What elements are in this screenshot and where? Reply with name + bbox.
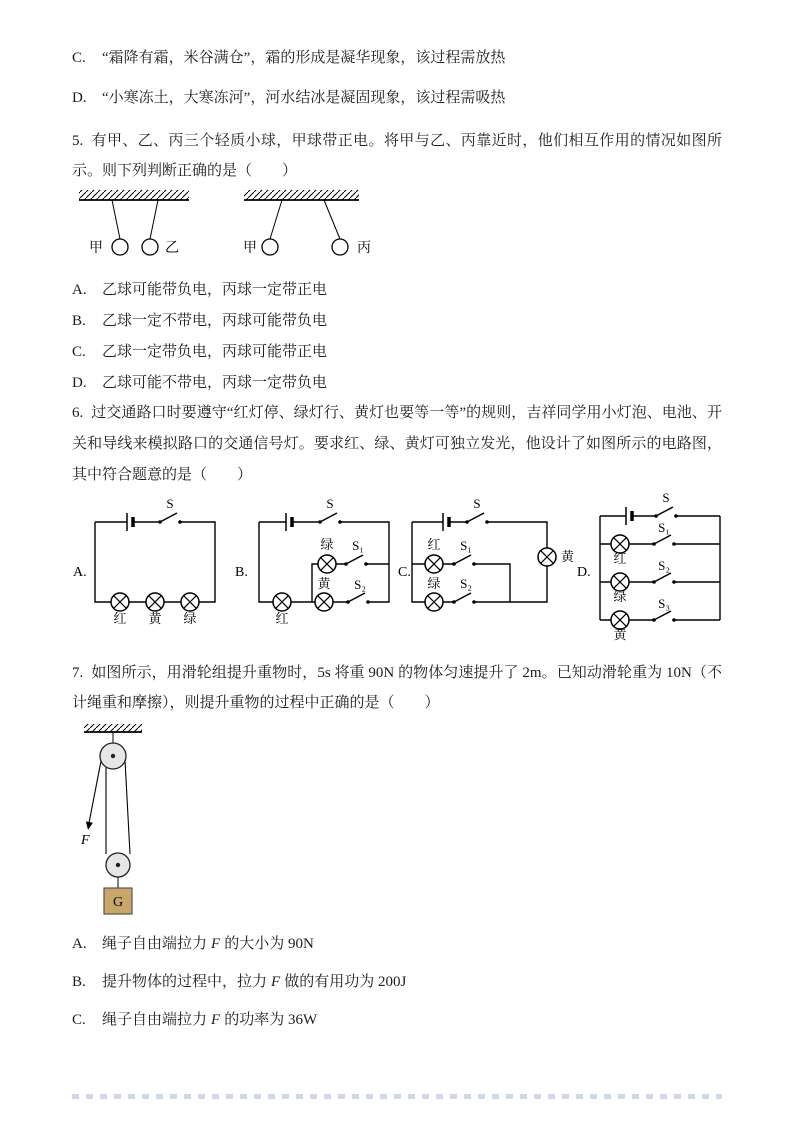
switch-icon bbox=[318, 513, 342, 524]
option-label: D. bbox=[72, 90, 87, 106]
ball-bing bbox=[332, 239, 348, 255]
force-arrowhead bbox=[86, 821, 93, 830]
switch-label-s3: S₃ bbox=[658, 596, 670, 611]
watermark-strip bbox=[72, 1094, 722, 1099]
lamp-icon bbox=[273, 593, 291, 611]
option-text bbox=[102, 1008, 317, 1032]
q5-option-a bbox=[72, 278, 722, 302]
ball-label-bing: 丙 bbox=[357, 241, 371, 256]
circuit-a-label: A. bbox=[73, 565, 87, 580]
q6-circuit-diagrams bbox=[72, 492, 722, 654]
free-rope bbox=[89, 761, 101, 823]
left-pair-diagram bbox=[79, 190, 189, 256]
option-label: C. bbox=[72, 344, 86, 360]
fixed-pulley-axle bbox=[111, 754, 115, 758]
lamp-label-yellow: 黄 bbox=[613, 627, 627, 642]
string-line bbox=[112, 200, 120, 239]
q5-option-d bbox=[72, 371, 722, 395]
switch-label-s1: S₁ bbox=[658, 520, 670, 535]
lamp-label-red: 红 bbox=[113, 611, 127, 626]
question-text: 有甲、乙、丙三个轻质小球，甲球带正电。将甲与乙、丙靠近时，他们相互作用的情况如图所示。则下列判断正确的是（ ） bbox=[72, 133, 722, 179]
option-text-pre: 绳子自由端拉力 bbox=[102, 1012, 208, 1028]
ball-yi bbox=[142, 239, 158, 255]
option-label: D. bbox=[72, 375, 87, 391]
q6-stem bbox=[72, 398, 722, 491]
q5-options bbox=[72, 278, 722, 402]
q4-option-c bbox=[72, 46, 722, 70]
lamp-label-red: 红 bbox=[275, 611, 289, 626]
switch-label-s2: S₂ bbox=[354, 577, 366, 592]
switch-icon bbox=[158, 513, 182, 524]
switch-label: S bbox=[326, 496, 334, 511]
circuit-wires bbox=[95, 522, 215, 602]
switch-icon bbox=[652, 611, 676, 622]
option-label: B. bbox=[72, 974, 86, 990]
q4-option-d bbox=[72, 86, 722, 110]
option-text: “小寒冻土，大寒冻河”，河水结冰是凝固现象，该过程需吸热 bbox=[102, 90, 506, 106]
ball-jia bbox=[262, 239, 278, 255]
lamp-icon bbox=[315, 593, 333, 611]
switch-icon bbox=[654, 507, 678, 518]
option-label: C. bbox=[72, 1012, 86, 1028]
q7-stem bbox=[72, 658, 722, 718]
switch-label: S bbox=[662, 492, 670, 505]
rope-strand bbox=[125, 760, 130, 854]
switch-label-s2: S₂ bbox=[658, 558, 670, 573]
battery-icon bbox=[443, 513, 449, 531]
lamp-icon bbox=[146, 593, 164, 611]
switch-label-s1: S₁ bbox=[352, 538, 364, 553]
lamp-label-red: 红 bbox=[613, 551, 627, 566]
ball-label-jia: 甲 bbox=[89, 241, 103, 256]
option-text-pre: 绳子自由端拉力 bbox=[102, 936, 208, 952]
lamp-label-green: 绿 bbox=[320, 537, 334, 552]
switch-icon bbox=[452, 593, 476, 604]
lamp-icon bbox=[538, 548, 556, 566]
battery-icon bbox=[286, 513, 292, 531]
option-label: B. bbox=[72, 313, 86, 329]
right-pair-diagram bbox=[243, 190, 371, 256]
option-text: 乙球一定不带电，丙球可能带负电 bbox=[102, 313, 328, 329]
question-number: 7. bbox=[72, 665, 84, 681]
option-text: 乙球可能带负电，丙球一定带正电 bbox=[102, 282, 328, 298]
switch-label-s1: S₁ bbox=[460, 538, 472, 553]
force-label: F bbox=[81, 833, 90, 848]
lamp-icon bbox=[181, 593, 199, 611]
option-text-post: 的功率为 36W bbox=[224, 1012, 318, 1028]
weight-label: G bbox=[112, 895, 124, 910]
q7-pulley-figure bbox=[78, 722, 168, 922]
lamp-label-yellow: 黄 bbox=[148, 611, 162, 626]
question-number: 5. bbox=[72, 133, 84, 149]
string-line bbox=[150, 200, 158, 239]
lamp-label-yellow: 黄 bbox=[317, 576, 331, 591]
q7-option-a bbox=[72, 932, 722, 956]
q5-option-c bbox=[72, 340, 722, 364]
lamp-label-green: 绿 bbox=[427, 576, 441, 591]
option-text bbox=[102, 932, 314, 956]
q5-option-b bbox=[72, 309, 722, 333]
ceiling-hatch bbox=[244, 190, 359, 200]
lamp-icon bbox=[318, 555, 336, 573]
switch-icon bbox=[346, 593, 370, 604]
variable-f: F bbox=[211, 936, 221, 952]
lamp-label-green: 绿 bbox=[613, 589, 627, 604]
option-label: A. bbox=[72, 936, 87, 952]
question-text: 如图所示，用滑轮组提升重物时，5s 将重 90N 的物体匀速提升了 2m。已知动滑轮重为 10N（不计绳重和摩擦），则提升重物的过程中正确的是（ ） bbox=[72, 665, 722, 711]
switch-icon bbox=[344, 555, 368, 566]
movable-pulley-axle bbox=[116, 863, 120, 867]
switch-label-s2: S₂ bbox=[460, 576, 472, 591]
circuit-a bbox=[73, 496, 215, 626]
circuit-c bbox=[398, 496, 575, 611]
circuit-d bbox=[577, 492, 720, 642]
option-text: 乙球一定带负电，丙球可能带正电 bbox=[102, 344, 328, 360]
switch-label: S bbox=[473, 496, 481, 511]
variable-f: F bbox=[211, 1012, 221, 1028]
option-text: 乙球可能不带电，丙球一定带负电 bbox=[102, 375, 328, 391]
question-number: 6. bbox=[72, 405, 84, 421]
lamp-label-red: 红 bbox=[427, 537, 441, 552]
switch-icon bbox=[652, 535, 676, 546]
ball-label-yi: 乙 bbox=[165, 241, 179, 256]
string-line bbox=[324, 200, 340, 239]
option-label: C. bbox=[72, 50, 86, 66]
option-label: A. bbox=[72, 282, 87, 298]
option-text-post: 的大小为 90N bbox=[224, 936, 314, 952]
option-text: “霜降有霜，米谷满仓”，霜的形成是凝华现象，该过程需放热 bbox=[102, 50, 506, 66]
lamp-icon bbox=[425, 593, 443, 611]
question-text: 过交通路口时要遵守“红灯停、绿灯行、黄灯也要等一等”的规则，吉祥同学用小灯泡、电池、开关和导线来模拟路口的交通信号灯。要求红、绿、黄灯可独立发光，他设计了如图所示的电路图，其中符合题意的是（ ） bbox=[72, 405, 722, 483]
ball-jia bbox=[112, 239, 128, 255]
q7-option-b bbox=[72, 970, 722, 994]
circuit-c-label: C. bbox=[398, 565, 411, 580]
lamp-icon bbox=[111, 593, 129, 611]
q7-option-c bbox=[72, 1008, 722, 1032]
q7-options bbox=[72, 932, 722, 1046]
battery-icon bbox=[626, 507, 632, 525]
string-line bbox=[270, 200, 282, 239]
ceiling-hatch bbox=[79, 190, 189, 200]
circuit-d-label: D. bbox=[577, 565, 591, 580]
option-text-pre: 提升物体的过程中，拉力 bbox=[102, 974, 268, 990]
variable-f: F bbox=[271, 974, 281, 990]
switch-label: S bbox=[166, 496, 174, 511]
lamp-label-green: 绿 bbox=[183, 611, 197, 626]
circuit-b bbox=[235, 496, 389, 626]
option-text-post: 做的有用功为 200J bbox=[284, 974, 407, 990]
option-text bbox=[102, 970, 406, 994]
circuit-b-label: B. bbox=[235, 565, 248, 580]
q5-charge-figure bbox=[74, 186, 394, 271]
q5-stem bbox=[72, 126, 722, 186]
ball-label-jia: 甲 bbox=[243, 241, 257, 256]
switch-icon bbox=[652, 573, 676, 584]
ceiling-hatch bbox=[84, 724, 142, 732]
battery-icon bbox=[127, 513, 133, 531]
lamp-label-yellow: 黄 bbox=[561, 549, 575, 564]
switch-icon bbox=[452, 555, 476, 566]
switch-icon bbox=[465, 513, 489, 524]
lamp-icon bbox=[425, 555, 443, 573]
